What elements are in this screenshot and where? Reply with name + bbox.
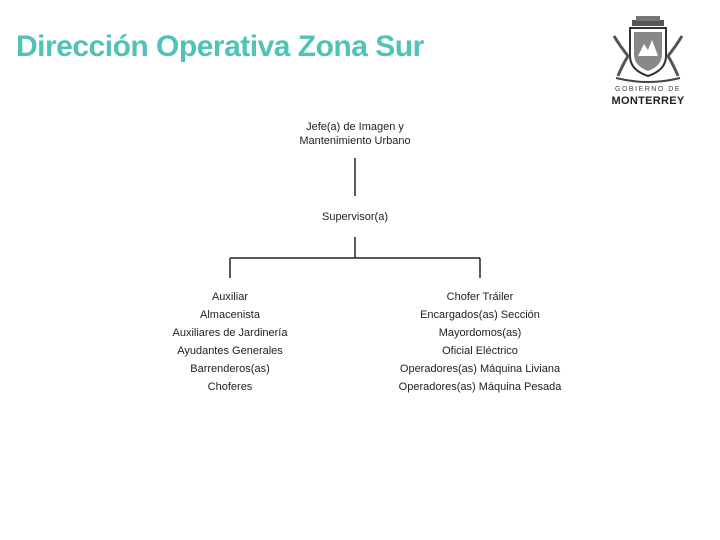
left-branch-item: Barrenderos(as) (190, 363, 270, 375)
left-branch-item: Auxiliares de Jardinería (172, 327, 288, 339)
right-branch-item: Operadores(as) Máquina Pesada (398, 381, 562, 393)
left-branch-list (150, 288, 310, 396)
page-title: Dirección Operativa Zona Sur (16, 30, 424, 63)
right-branch-item: Chofer Tráiler (446, 291, 514, 303)
right-branch-item: Operadores(as) Máquina Liviana (399, 363, 561, 375)
left-branch-item: Auxiliar (211, 291, 249, 303)
left-branch-item: Ayudantes Generales (177, 345, 283, 357)
logo-text-top: GOBIERNO DE (615, 86, 681, 93)
node-head: Jefe(a) de Imagen y Mantenimiento Urbano (299, 121, 411, 147)
left-branch-item: Choferes (207, 381, 253, 393)
node-supervisor: Supervisor(a) (321, 211, 389, 223)
right-branch-list (388, 288, 572, 396)
logo-text-main: MONTERREY (611, 95, 685, 107)
right-branch-item: Oficial Eléctrico (442, 345, 518, 357)
left-branch-item: Almacenista (200, 309, 260, 321)
right-branch-item: Encargados(as) Sección (420, 309, 540, 321)
right-branch-item: Mayordomos(as) (438, 327, 522, 339)
